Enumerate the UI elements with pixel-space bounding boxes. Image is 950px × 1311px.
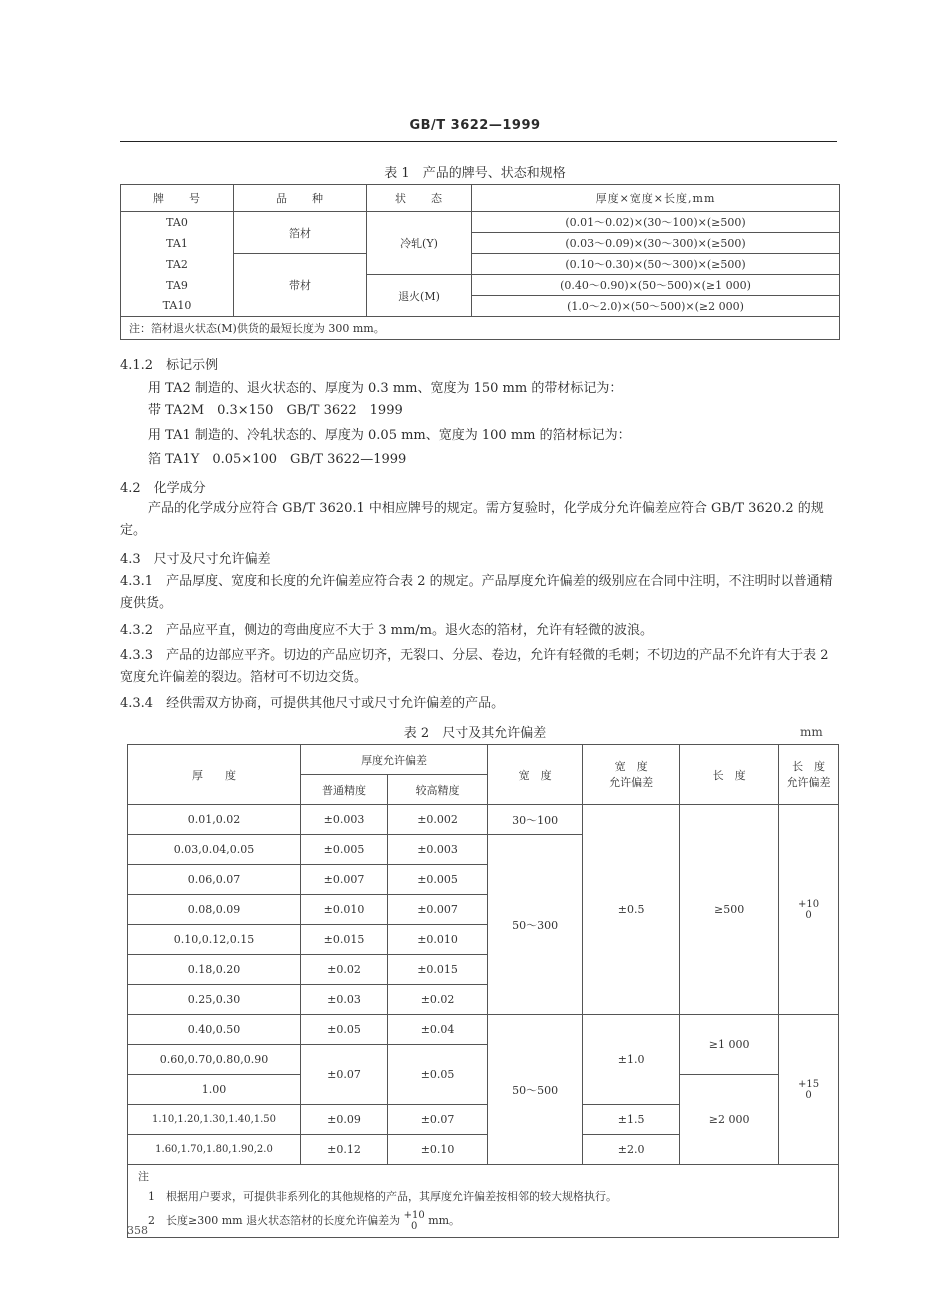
- t1-grade: TA2: [121, 254, 234, 275]
- t2-normal-tol: ±0.010: [301, 895, 388, 925]
- table2: [127, 744, 839, 1238]
- t1-product: 箔材: [234, 212, 367, 254]
- page-header-title: GB/T 3622—1999: [409, 118, 541, 133]
- section-4-2-title: 4.2 化学成分: [120, 481, 206, 496]
- t1-spec: (0.10～0.30)×(50～300)×(≥500): [472, 254, 840, 275]
- t2-note-2: [138, 1209, 828, 1233]
- t2-high-tol: ±0.04: [388, 1015, 488, 1045]
- t2-thickness: 0.40,0.50: [128, 1015, 301, 1045]
- t2-normal-tol: ±0.005: [301, 835, 388, 865]
- section-4-3-2: 4.3.2 产品应平直，侧边的弯曲度应不大于 3 mm/m。退火态的箔材，允许有轻微的波浪。: [120, 623, 653, 638]
- section-4-1-2-p1: 用 TA2 制造的、退火状态的、厚度为 0.3 mm、宽度为 150 mm 的带材标记为：: [148, 381, 623, 396]
- t2-high-tol: ±0.003: [388, 835, 488, 865]
- t2-normal-tol: ±0.05: [301, 1015, 388, 1045]
- section-4-1-2-p4: 箔 TA1Y 0.05×100 GB/T 3622—1999: [148, 452, 407, 467]
- t2-header-thickness-tol: 厚度允许偏差: [301, 745, 488, 775]
- t2-high-tol: ±0.02: [388, 985, 488, 1015]
- t2-thickness: 0.60,0.70,0.80,0.90: [128, 1045, 301, 1075]
- section-4-3-1: 4.3.1 产品厚度、宽度和长度的允许偏差应符合表 2 的规定。产品厚度允许偏差的级别应在合同中注明，不注明时以普通精度供货。: [120, 574, 833, 611]
- t1-grade: TA0: [121, 212, 234, 233]
- t2-header-length-tol: 长 度 允许偏差: [779, 745, 839, 805]
- t2-thickness: 0.10,0.12,0.15: [128, 925, 301, 955]
- t2-length-tol-2-top: +15: [798, 1078, 820, 1090]
- t2-normal-tol: ±0.09: [301, 1105, 388, 1135]
- t2-thickness: 1.60,1.70,1.80,1.90,2.0: [128, 1135, 301, 1165]
- t2-note-2-unit: mm。: [428, 1214, 461, 1227]
- t1-grade: TA9: [121, 275, 234, 296]
- t2-length: ≥1 000: [680, 1015, 779, 1075]
- t2-header-width-tol: 宽 度 允许偏差: [583, 745, 680, 805]
- t2-high-tol: ±0.010: [388, 925, 488, 955]
- t2-length: ≥2 000: [680, 1075, 779, 1165]
- t2-length: ≥500: [680, 805, 779, 1015]
- t2-normal-tol: ±0.007: [301, 865, 388, 895]
- section-4-1-2-title: 4.1.2 标记示例: [120, 358, 219, 373]
- t1-grade: TA10: [121, 296, 234, 317]
- t2-length-tol-1: [779, 805, 839, 1015]
- t2-length-tol-1-top: +10: [798, 898, 820, 910]
- t2-note-2-text: 2 长度≥300 mm 退火状态箔材的长度允许偏差为: [148, 1214, 401, 1227]
- t1-spec: (0.01～0.02)×(30～100)×(≥500): [472, 212, 840, 233]
- t2-high-tol: ±0.002: [388, 805, 488, 835]
- t1-header-spec: 厚度×宽度×长度,mm: [472, 185, 840, 212]
- page-number: 358: [127, 1224, 148, 1237]
- t2-header-normal: 普通精度: [301, 775, 388, 805]
- t2-high-tol: ±0.005: [388, 865, 488, 895]
- t2-width-tol: ±0.5: [583, 805, 680, 1015]
- section-4-3-4: 4.3.4 经供需双方协商，可提供其他尺寸或尺寸允许偏差的产品。: [120, 696, 505, 711]
- t2-width-tol: ±2.0: [583, 1135, 680, 1165]
- t2-thickness: 0.01,0.02: [128, 805, 301, 835]
- t1-header-product: 品 种: [234, 185, 367, 212]
- t2-header-length: 长 度: [680, 745, 779, 805]
- t2-thickness: 0.18,0.20: [128, 955, 301, 985]
- t2-high-tol: ±0.10: [388, 1135, 488, 1165]
- t2-width: 50～300: [488, 835, 583, 1015]
- t2-high-tol: ±0.015: [388, 955, 488, 985]
- section-4-1-2-p3: 用 TA1 制造的、冷轧状态的、厚度为 0.05 mm、宽度为 100 mm 的箔材标记为：: [148, 428, 631, 443]
- t2-normal-tol: ±0.003: [301, 805, 388, 835]
- t1-header-grade: 牌 号: [121, 185, 234, 212]
- t1-note: 注：箔材退火状态(M)供货的最短长度为 300 mm。: [121, 317, 840, 340]
- t2-normal-tol: ±0.07: [301, 1045, 388, 1105]
- t2-width: 50～500: [488, 1015, 583, 1165]
- section-4-2-p1: 产品的化学成分应符合 GB/T 3620.1 中相应牌号的规定。需方复验时，化学成分允许偏差应符合 GB/T 3620.2 的规定。: [120, 501, 824, 538]
- table1: [120, 184, 840, 340]
- t2-note-2-top: +10: [403, 1210, 425, 1221]
- t2-thickness: 0.03,0.04,0.05: [128, 835, 301, 865]
- t1-spec: (1.0～2.0)×(50～500)×(≥2 000): [472, 296, 840, 317]
- t2-notes-label: 注: [138, 1170, 149, 1183]
- t2-normal-tol: ±0.02: [301, 955, 388, 985]
- section-4-1-2-p2: 带 TA2M 0.3×150 GB/T 3622 1999: [148, 403, 403, 418]
- t2-header-width: 宽 度: [488, 745, 583, 805]
- t1-header-state: 状 态: [367, 185, 472, 212]
- t2-normal-tol: ±0.12: [301, 1135, 388, 1165]
- t2-thickness: 0.25,0.30: [128, 985, 301, 1015]
- t2-note-2-bot: 0: [410, 1221, 418, 1232]
- t2-note-1: 1 根据用户要求，可提供非系列化的其他规格的产品，其厚度允许偏差按相邻的较大规格执行。: [148, 1190, 617, 1203]
- table2-caption: 表 2 尺寸及其允许偏差: [403, 726, 547, 741]
- t2-width-tol: ±1.0: [583, 1015, 680, 1105]
- t2-high-tol: ±0.07: [388, 1105, 488, 1135]
- section-4-3-title: 4.3 尺寸及尺寸允许偏差: [120, 552, 271, 567]
- section-4-3-3: 4.3.3 产品的边部应平齐。切边的产品应切齐，无裂口、分层、卷边，允许有轻微的毛刺；不切边的产品不允许有大于表 2 宽度允许偏差的裂边。箔材可不切边交货。: [120, 648, 829, 685]
- t2-high-tol: ±0.05: [388, 1045, 488, 1105]
- t2-normal-tol: ±0.015: [301, 925, 388, 955]
- t1-spec: (0.03～0.09)×(30～300)×(≥500): [472, 233, 840, 254]
- t2-length-tol-1-bot: 0: [805, 909, 812, 921]
- t2-width: 30～100: [488, 805, 583, 835]
- t1-state: 冷轧(Y): [367, 212, 472, 275]
- t1-grade: TA1: [121, 233, 234, 254]
- table2-unit: mm: [800, 725, 823, 739]
- header-rule: [120, 141, 837, 142]
- t2-header-high: 较高精度: [388, 775, 488, 805]
- t2-length-tol-2-bot: 0: [805, 1089, 812, 1101]
- t2-thickness: 0.08,0.09: [128, 895, 301, 925]
- t2-high-tol: ±0.007: [388, 895, 488, 925]
- t2-width-tol: ±1.5: [583, 1105, 680, 1135]
- t2-thickness: 0.06,0.07: [128, 865, 301, 895]
- t2-header-thickness: 厚 度: [128, 745, 301, 805]
- t2-thickness: 1.00: [128, 1075, 301, 1105]
- t1-product: 带材: [234, 254, 367, 317]
- table1-caption: 表 1 产品的牌号、状态和规格: [384, 166, 566, 181]
- t2-thickness: 1.10,1.20,1.30,1.40,1.50: [128, 1105, 301, 1135]
- t2-notes: [128, 1165, 839, 1238]
- t1-spec: (0.40～0.90)×(50～500)×(≥1 000): [472, 275, 840, 296]
- t2-length-tol-2: [779, 1015, 839, 1165]
- t1-state: 退火(M): [367, 275, 472, 317]
- t2-normal-tol: ±0.03: [301, 985, 388, 1015]
